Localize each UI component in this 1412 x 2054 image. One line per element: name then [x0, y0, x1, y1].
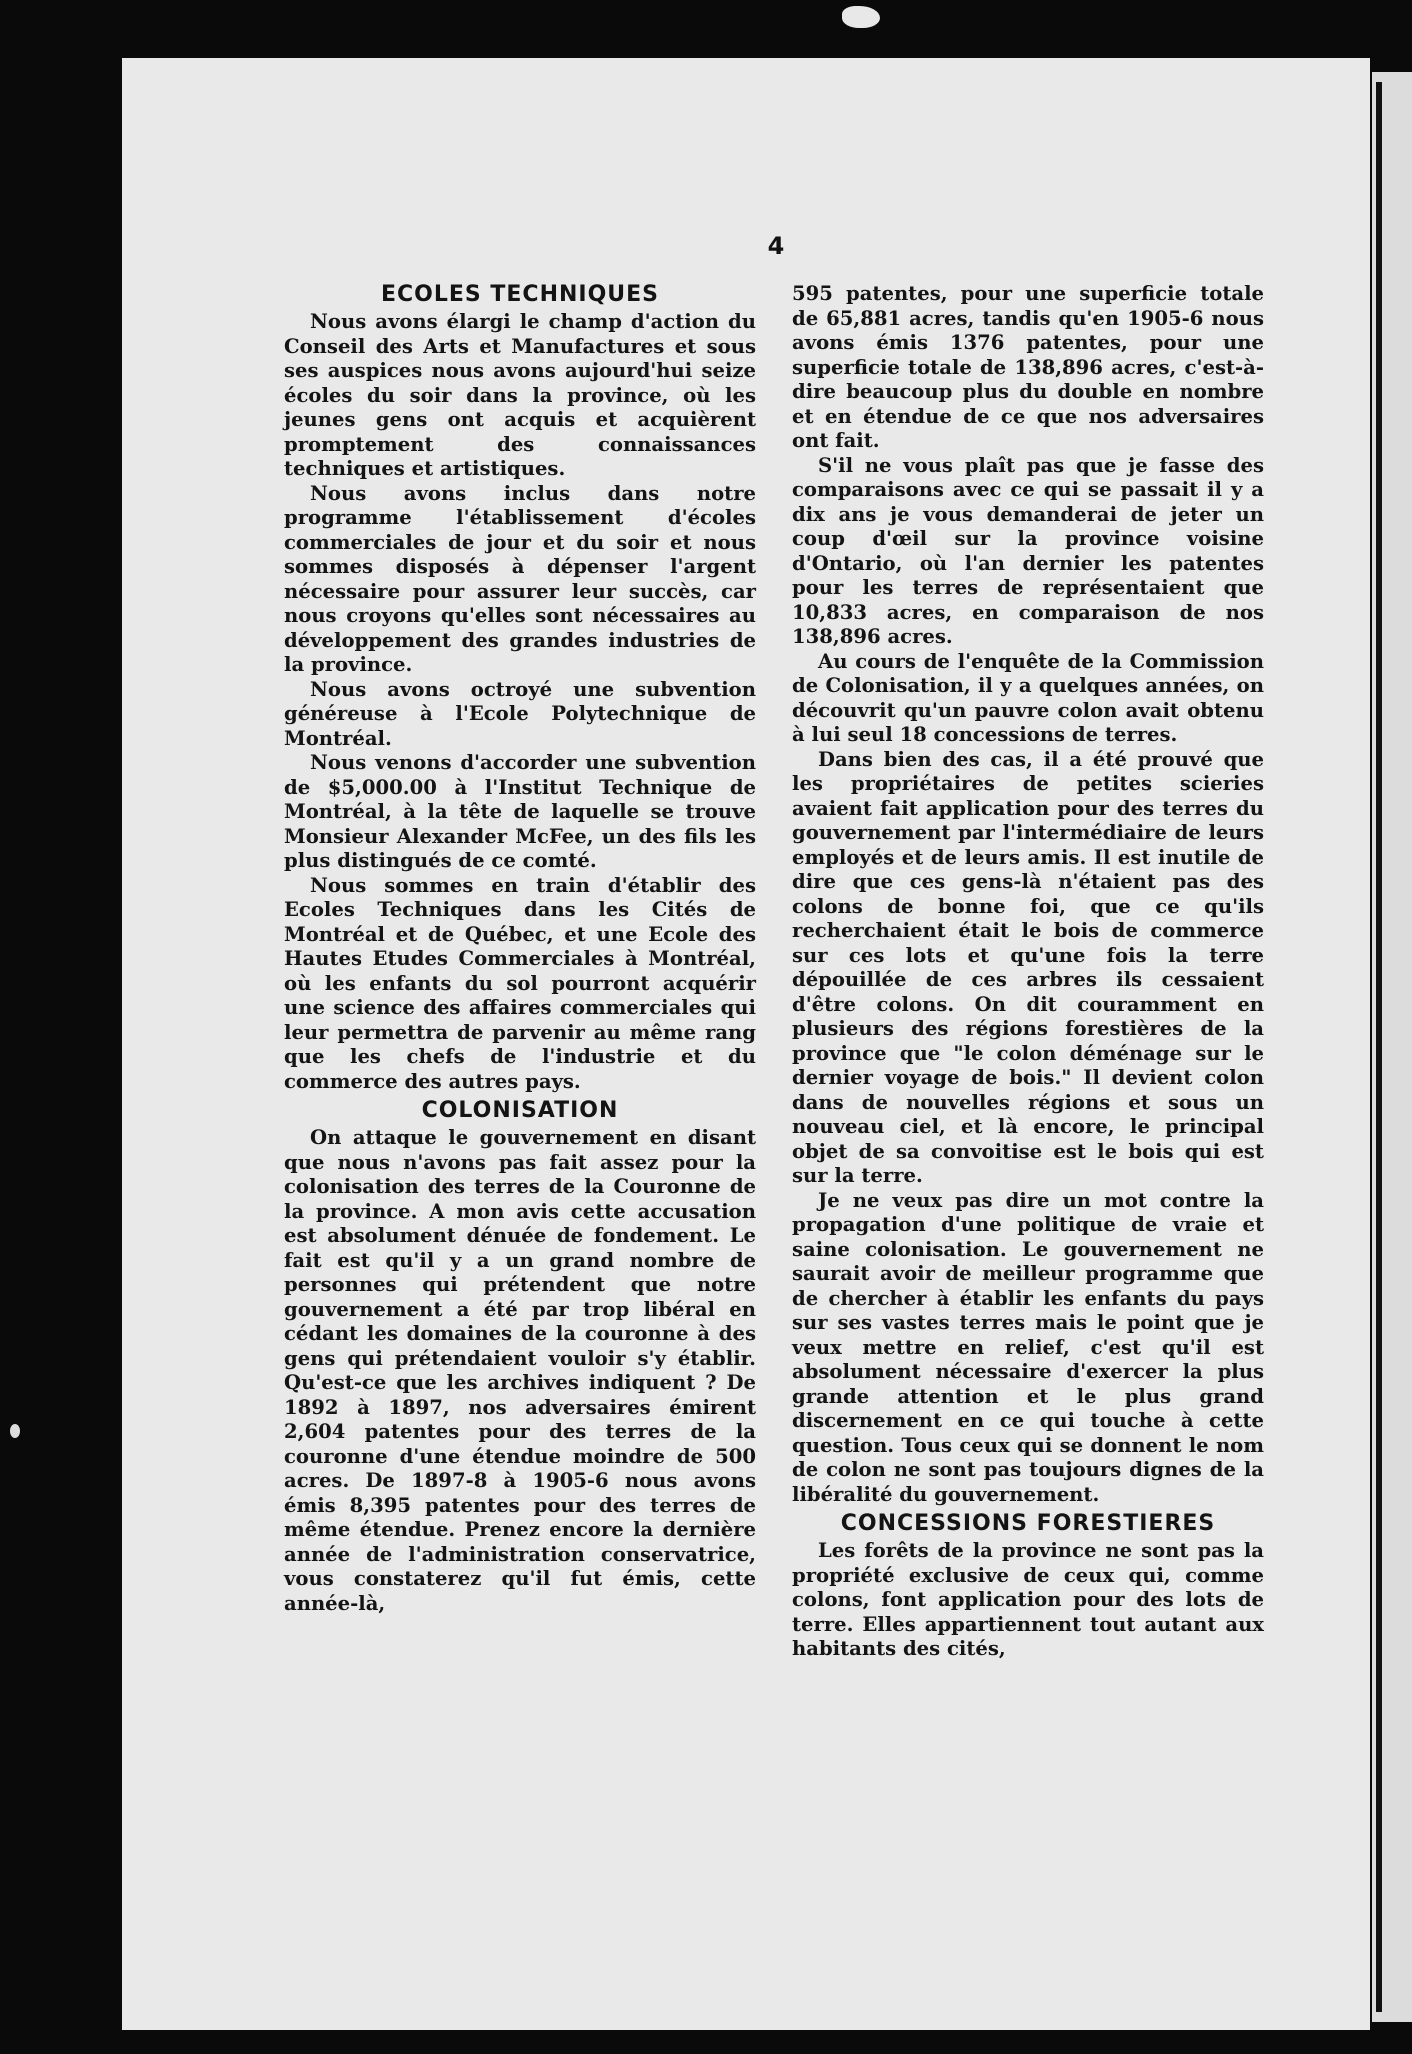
paragraph: Nous avons élargi le champ d'action du Conseil des Arts et Manufactures et sous ses auspices nous avons aujourd'hui seize écoles du soir dans la province, où les jeunes gens ont acquis et acquièrent promptement des connaissances techniques et artistiques. — [284, 310, 756, 480]
right-column — [792, 282, 1264, 1662]
page-edge-line — [1376, 82, 1382, 2012]
paragraph: Au cours de l'enquête de la Commission de Colonisation, il y a quelques années, on découvrit qu'un pauvre colon avait obtenu à lui seul 18 concessions de terres. — [792, 649, 1264, 746]
paragraph-continuation: 595 patentes, pour une superficie totale de 65,881 acres, tandis qu'en 1905-6 nous avons émis 1376 patentes, pour une superficie totale de 138,896 acres, c'est-à-dire beaucoup plus du double en nombre et en étendue de ce que nos adversaires ont fait. — [792, 282, 1264, 452]
paragraph: Nous sommes en train d'établir des Ecoles Techniques dans les Cités de Montréal et de Québec, et une Ecole des Hautes Etudes Commerciales à Montréal, où les enfants du sol pourront acquérir une science des affaires commerciales qui leur permettra de parvenir au même rang que les chefs de l'industrie et du commerce des autres pays. — [284, 873, 756, 1093]
paragraph: Nous avons octroyé une subvention généreuse à l'Ecole Polytechnique de Montréal. — [284, 677, 756, 750]
paragraph: Dans bien des cas, il a été prouvé que les propriétaires de petites scieries avaient fait application pour des terres du gouvernement par l'intermédiaire de leurs employés et de leurs amis. Il est inutile de dire que ces gens-là n'étaient pas des colons de bonne foi, que ce qu'ils recherchaient était le bois de commerce sur ces lots et qu'une fois la terre dépouillée de ces arbres ils cessaient d'être colons. On dit couramment en plusieurs des régions forestières de la province que "le colon déménage sur le dernier voyage de bois." Il devient colon dans de nouvelles régions et sous un nouveau ciel, et là encore, le principal objet de sa convoitise est le bois qui est sur la terre. — [792, 747, 1264, 1187]
adjacent-page-edge — [1372, 72, 1412, 2022]
section-heading-ecoles-techniques: ECOLES TECHNIQUES — [380, 282, 660, 307]
scan-artifact — [10, 1424, 20, 1438]
section-heading-colonisation: COLONISATION — [421, 1098, 619, 1123]
paragraph: On attaque le gouvernement en disant que nous n'avons pas fait assez pour la colonisation des terres de la Couronne de la province. A mon avis cette accusation est absolument dénuée de fondement. Le fait est qu'il y a un grand nombre de personnes qui prétendent que notre gouvernement a été par trop libéral en cédant les domaines de la couronne à des gens qui prétendaient vouloir s'y établir. Qu'est-ce que les archives indiquent ? De 1892 à 1897, nos adversaires émirent 2,604 patentes pour des terres de la couronne d'une étendue moindre de 500 acres. De 1897-8 à 1905-6 nous avons émis 8,395 patentes pour des terres de même étendue. Prenez encore la dernière année de l'administration conservatrice, vous constaterez qu'il fut émis, cette année-là, — [284, 1126, 756, 1615]
scan-artifact — [842, 6, 880, 28]
page-number: 4 — [767, 232, 785, 260]
left-column — [284, 282, 756, 1616]
paragraph: S'il ne vous plaît pas que je fasse des comparaisons avec ce qui se passait il y a dix ans je vous demanderai de jeter un coup d'œil sur la province voisine d'Ontario, où l'an dernier les patentes pour les terres de représentaient que 10,833 acres, en comparaison de nos 138,896 acres. — [792, 453, 1264, 648]
paragraph: Je ne veux pas dire un mot contre la propagation d'une politique de vraie et saine colonisation. Le gouvernement ne saurait avoir de meilleur programme que de chercher à établir les enfants du pays sur ses vastes terres mais le point que je veux mettre en relief, c'est qu'il est absolument nécessaire d'exercer la plus grande attention et le plus grand discernement en ce qui touche à cette question. Tous ceux qui se donnent le nom de colon ne sont pas toujours dignes de la libéralité du gouvernement. — [792, 1188, 1264, 1506]
section-heading-concessions-forestieres: CONCESSIONS FORESTIERES — [840, 1511, 1216, 1536]
paragraph: Nous avons inclus dans notre programme l'établissement d'écoles commerciales de jour et du soir et nous sommes disposés à dépenser l'argent nécessaire pour assurer leur succès, car nous croyons qu'elles sont nécessaires au développement des grandes industries de la province. — [284, 481, 756, 676]
paragraph: Les forêts de la province ne sont pas la propriété exclusive de ceux qui, comme colons, font application pour des lots de terre. Elles appartiennent tout autant aux habitants des cités, — [792, 1539, 1264, 1660]
paragraph: Nous venons d'accorder une subvention de $5,000.00 à l'Institut Technique de Montréal, à la tête de laquelle se trouve Monsieur Alexander McFee, un des fils les plus distingués de ce comté. — [284, 751, 756, 872]
